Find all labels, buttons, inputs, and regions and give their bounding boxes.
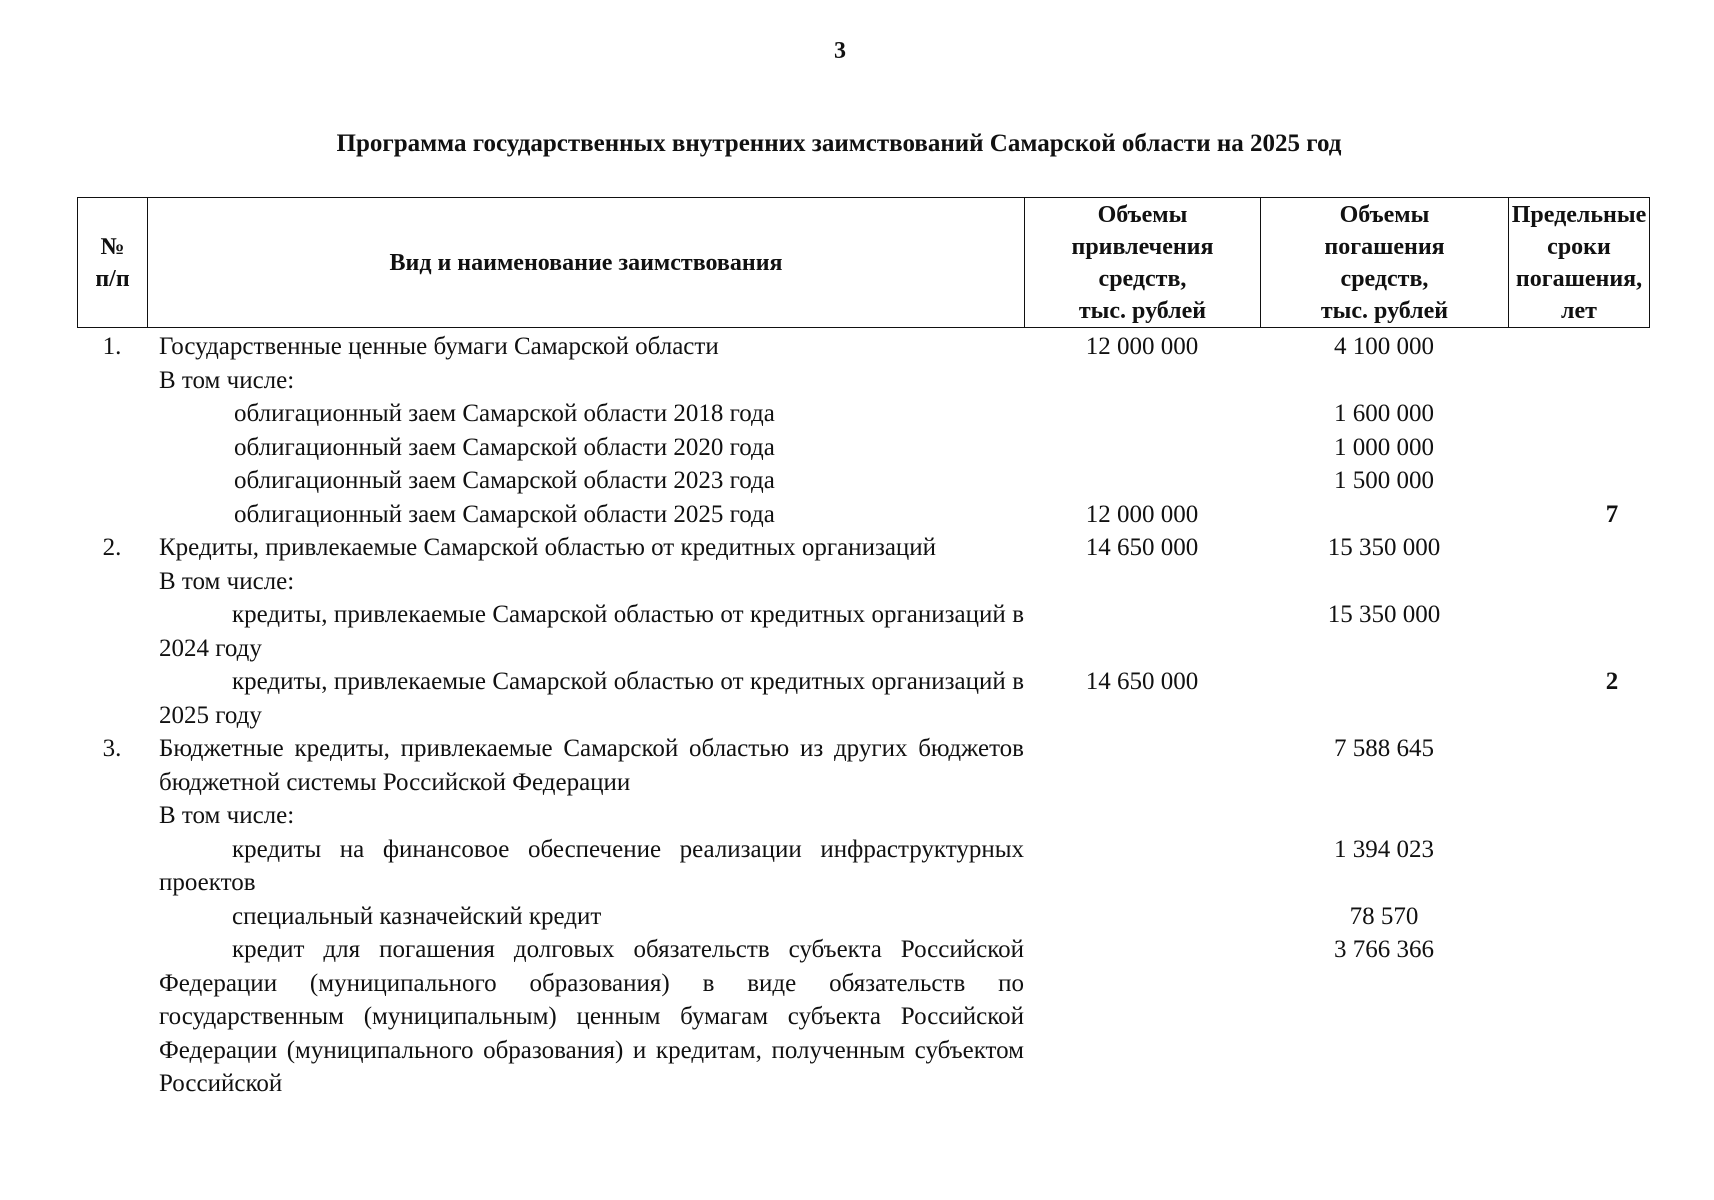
row-number — [77, 464, 147, 498]
row-repayment — [1260, 565, 1508, 599]
row-name: облигационный заем Самарской области 2018 года — [234, 400, 775, 427]
row-name: облигационный заем Самарской области 2020 года — [234, 433, 775, 461]
row-term — [1508, 431, 1714, 465]
row-term — [1508, 732, 1714, 799]
row-attraction — [1024, 833, 1260, 900]
row-repayment: 7 588 645 — [1334, 735, 1434, 762]
header-name: Вид и наименование заимствования — [148, 198, 1025, 328]
row-repayment — [1260, 799, 1508, 833]
row-number: 3. — [102, 735, 122, 762]
table-row — [77, 833, 1649, 900]
row-repayment — [1260, 364, 1508, 398]
row-number — [77, 364, 147, 398]
row-repayment: 1 000 000 — [1334, 433, 1434, 461]
row-number — [77, 397, 147, 431]
table-row — [77, 397, 1649, 431]
row-name: кредит для погашения долговых обязательств субъекта Российской Федерации (муниципального образования) в виде обязательств по государственным (муниципальным) ценным бумагам субъекта Российской Федерации (муниципального образования) и кредитам, полученным субъектом Российской — [159, 936, 1024, 1097]
row-name: В том числе: — [159, 567, 295, 595]
row-name: кредиты, привлекаемые Самарской областью от кредитных организаций в 2024 году — [159, 601, 1024, 662]
table-row — [77, 933, 1649, 1101]
row-attraction — [1024, 598, 1260, 665]
row-repayment: 3 766 366 — [1334, 936, 1434, 963]
row-name: облигационный заем Самарской области 2025 года — [234, 500, 775, 528]
row-attraction — [1024, 900, 1260, 934]
row-attraction — [1024, 364, 1260, 398]
row-attraction — [1024, 933, 1260, 1101]
row-name: специальный казначейский кредит — [232, 902, 602, 930]
row-attraction — [1024, 565, 1260, 599]
row-repayment: 1 500 000 — [1334, 467, 1434, 494]
row-repayment: 15 350 000 — [1327, 601, 1441, 628]
row-name: В том числе: — [159, 802, 295, 829]
row-number — [77, 799, 147, 833]
table-header — [77, 197, 1650, 328]
row-number — [77, 900, 147, 934]
header-num: № п/п — [78, 198, 148, 328]
row-term — [1508, 933, 1714, 1101]
table-row — [77, 565, 1649, 599]
row-attraction: 12 000 000 — [1085, 500, 1199, 528]
row-number: 1. — [102, 333, 122, 360]
row-repayment — [1260, 665, 1508, 732]
table-row — [77, 732, 1649, 799]
row-name: Кредиты, привлекаемые Самарской областью от кредитных организаций — [159, 534, 937, 561]
row-term — [1508, 565, 1714, 599]
row-name: облигационный заем Самарской области 2023 года — [234, 467, 775, 494]
row-attraction: 14 650 000 — [1085, 534, 1199, 561]
row-name: В том числе: — [159, 366, 295, 394]
row-attraction — [1024, 464, 1260, 498]
row-number — [77, 431, 147, 465]
page-number: 3 — [834, 38, 846, 64]
row-number — [77, 933, 147, 1101]
row-term — [1508, 330, 1714, 364]
row-number — [77, 498, 147, 532]
row-term — [1508, 397, 1714, 431]
table-row — [77, 531, 1649, 565]
header-attraction: Объемы привлечения средств, тыс. рублей — [1025, 198, 1261, 328]
row-repayment — [1260, 498, 1508, 532]
row-repayment: 1 600 000 — [1334, 400, 1434, 427]
row-number — [77, 598, 147, 665]
row-attraction — [1024, 431, 1260, 465]
table-row — [77, 498, 1649, 532]
document-title: Программа государственных внутренних заимствований Самарской области на 2025 год — [336, 130, 1342, 157]
table-body — [77, 330, 1649, 1101]
table-row — [77, 364, 1649, 398]
row-name: кредиты, привлекаемые Самарской областью от кредитных организаций в 2025 году — [159, 668, 1024, 729]
header-repayment: Объемы погашения средств, тыс. рублей — [1261, 198, 1509, 328]
row-term — [1508, 900, 1714, 934]
row-repayment: 4 100 000 — [1334, 333, 1434, 360]
header-term: Предельные сроки погашения, лет — [1509, 198, 1650, 328]
row-term: 2 — [1605, 668, 1619, 695]
row-term — [1508, 598, 1714, 665]
row-name: Государственные ценные бумаги Самарской области — [159, 333, 719, 360]
row-name: Бюджетные кредиты, привлекаемые Самарской областью из других бюджетов бюджетной системы Российской Федерации — [159, 735, 1024, 796]
table-row — [77, 665, 1649, 732]
row-repayment: 78 570 — [1349, 902, 1419, 930]
table-row — [77, 900, 1649, 934]
row-name: кредиты на финансовое обеспечение реализации инфраструктурных проектов — [159, 835, 1024, 896]
table-row — [77, 330, 1649, 364]
row-term: 7 — [1605, 500, 1619, 528]
row-term — [1508, 799, 1714, 833]
row-number — [77, 833, 147, 900]
table-row — [77, 464, 1649, 498]
row-term — [1508, 531, 1714, 565]
row-attraction: 12 000 000 — [1085, 333, 1199, 360]
row-attraction — [1024, 397, 1260, 431]
table-row — [77, 799, 1649, 833]
row-repayment: 1 394 023 — [1334, 835, 1434, 863]
row-term — [1508, 833, 1714, 900]
row-attraction — [1024, 732, 1260, 799]
row-number: 2. — [102, 534, 122, 561]
row-term — [1508, 464, 1714, 498]
row-number — [77, 665, 147, 732]
row-attraction — [1024, 799, 1260, 833]
row-attraction: 14 650 000 — [1085, 668, 1199, 695]
row-number — [77, 565, 147, 599]
row-term — [1508, 364, 1714, 398]
table-row — [77, 598, 1649, 665]
row-repayment: 15 350 000 — [1327, 534, 1441, 561]
table-row — [77, 431, 1649, 465]
